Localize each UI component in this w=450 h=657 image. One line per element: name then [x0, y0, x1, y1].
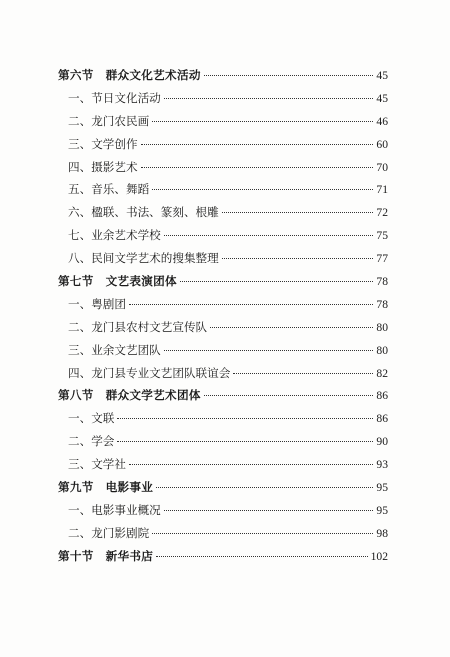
toc-entry-title: 第十节 新华书店: [58, 548, 154, 563]
toc-subentry: [58, 247, 388, 270]
toc-entry-title: 二、龙门县农村文艺宣传队: [68, 319, 208, 334]
toc-entry-title: 二、学会: [68, 434, 115, 449]
dot-leader: [233, 373, 373, 374]
toc-entry-title: 一、节日文化活动: [68, 90, 161, 105]
toc-section-entry: [58, 384, 388, 407]
toc-entry-title: 三、文学社: [68, 457, 126, 472]
toc-entry-title: 七、业余艺术学校: [68, 228, 161, 243]
dot-leader: [117, 418, 373, 419]
toc-page-number: 71: [376, 183, 388, 197]
toc-subentry: [58, 224, 388, 247]
toc-entry-title: 第八节 群众文学艺术团体: [58, 388, 201, 403]
toc-subentry: [58, 430, 388, 453]
toc-entry-title: 八、民间文学艺术的搜集整理: [68, 251, 219, 266]
dot-leader: [152, 189, 373, 190]
toc-entry-title: 三、文学创作: [68, 136, 138, 151]
toc-entry-title: 第七节 文艺表演团体: [58, 274, 177, 289]
dot-leader: [156, 556, 367, 557]
toc-page-number: 98: [376, 526, 388, 540]
dot-leader: [180, 281, 373, 282]
toc-subentry: [58, 133, 388, 156]
toc-subentry: [58, 201, 388, 224]
toc-subentry: [58, 453, 388, 476]
dot-leader: [164, 510, 374, 511]
toc-subentry: [58, 156, 388, 179]
toc-section-entry: [58, 476, 388, 499]
toc-subentry: [58, 407, 388, 430]
toc-entry-title: 四、龙门县专业文艺团队联谊会: [68, 365, 231, 380]
toc-page-number: 86: [376, 389, 388, 403]
toc-subentry: [58, 87, 388, 110]
dot-leader: [152, 121, 373, 122]
toc-entry-title: 四、摄影艺术: [68, 159, 138, 174]
toc-page-number: 70: [376, 160, 388, 174]
toc-page-number: 60: [376, 137, 388, 151]
toc-page-number: 82: [376, 366, 388, 380]
toc-page-number: 95: [376, 481, 388, 495]
dot-leader: [204, 395, 374, 396]
toc-page-number: 80: [376, 320, 388, 334]
toc-page-number: 77: [376, 252, 388, 266]
toc-page-number: 78: [376, 297, 388, 311]
toc-page-number: 75: [376, 229, 388, 243]
toc-entry-title: 一、文联: [68, 411, 115, 426]
toc-section-entry: [58, 545, 388, 568]
toc-page-number: 102: [370, 549, 388, 563]
toc-page-number: 45: [376, 91, 388, 105]
dot-leader: [152, 533, 373, 534]
toc-subentry: [58, 178, 388, 201]
toc-section-entry: [58, 64, 388, 87]
toc-entry-title: 三、业余文艺团队: [68, 342, 161, 357]
dot-leader: [141, 167, 374, 168]
table-of-contents: [58, 64, 388, 568]
toc-subentry: [58, 339, 388, 362]
toc-page-number: 78: [376, 275, 388, 289]
dot-leader: [204, 75, 374, 76]
dot-leader: [164, 98, 374, 99]
toc-entry-title: 二、龙门农民画: [68, 113, 150, 128]
toc-page-number: 72: [376, 206, 388, 220]
toc-subentry: [58, 110, 388, 133]
toc-subentry: [58, 522, 388, 545]
dot-leader: [129, 304, 373, 305]
dot-leader: [117, 441, 373, 442]
toc-page-number: 90: [376, 435, 388, 449]
toc-entry-title: 第六节 群众文化艺术活动: [58, 68, 201, 82]
toc-entry-title: 一、电影事业概况: [68, 502, 161, 517]
dot-leader: [222, 258, 374, 259]
dot-leader: [156, 487, 373, 488]
toc-page-number: 95: [376, 503, 388, 517]
toc-page-number: 46: [376, 114, 388, 128]
toc-subentry: [58, 362, 388, 385]
toc-page-number: 80: [376, 343, 388, 357]
dot-leader: [164, 350, 374, 351]
dot-leader: [141, 144, 374, 145]
toc-entry-title: 五、音乐、舞蹈: [68, 182, 150, 197]
toc-subentry: [58, 293, 388, 316]
toc-section-entry: [58, 270, 388, 293]
toc-entry-title: 第九节 电影事业: [58, 480, 154, 495]
toc-entry-title: 六、楹联、书法、篆刻、根雕: [68, 205, 219, 220]
dot-leader: [222, 212, 374, 213]
toc-page-number: 93: [376, 458, 388, 472]
toc-page-number: 45: [376, 69, 388, 82]
toc-subentry: [58, 316, 388, 339]
dot-leader: [129, 464, 373, 465]
toc-page-number: 86: [376, 412, 388, 426]
dot-leader: [164, 235, 374, 236]
toc-subentry: [58, 499, 388, 522]
toc-entry-title: 一、粤剧团: [68, 296, 126, 311]
toc-entry-title: 二、龙门影剧院: [68, 525, 150, 540]
dot-leader: [210, 327, 373, 328]
